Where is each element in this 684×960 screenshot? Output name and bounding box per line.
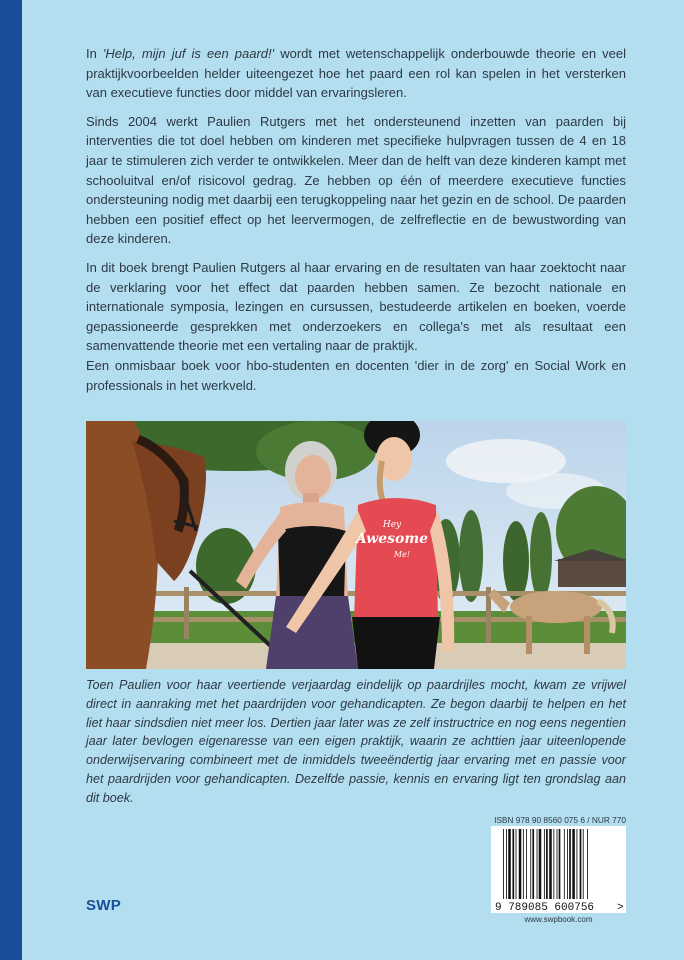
shirt-text-2: Awesome [355, 531, 429, 547]
intro-p1-lead: In [86, 46, 103, 61]
intro-paragraph-2: Sinds 2004 werkt Paulien Rutgers met het ondersteunend inzetten van paarden bij interventies die tot doel hebben om kinderen met specifieke hulpvragen tussen de 4 en 18 jaar te stimuleren zich verder te ontwikkelen. Meer dan de helft van deze kinderen kampt met schooluitval en/of risicovol gedrag. Ze hebben op één of meerdere executieve functies ondersteuning nodig met daarbij een terugkoppeling naar het gezin en de school. De paarden hebben een positief effect op het leervermogen, de zelfreflectie en de bewustwording van deze kinderen. [86, 113, 626, 247]
shirt-text-3: Me! [393, 550, 411, 559]
intro-paragraph-1 [86, 44, 626, 103]
swp-publisher-logo: SWP [86, 897, 122, 914]
barcode-bars [503, 829, 588, 899]
intro-paragraph-3: In dit boek brengt Paulien Rutgers al haar ervaring en de resultaten van haar zoektocht naar de verklaring voor het effect dat paarden hebben samen. Ze bezocht nationale en internationale symposia, lezingen en cursussen, bestudeerde artikelen en boeken, voerde gepassioneerde gesprekken met onderzoekers en collega's met als resultaat een samenvattende theorie met een vertaling naar de praktijk. [86, 259, 626, 354]
cover-photo [86, 421, 626, 669]
photo-caption: Toen Paulien voor haar veertiende verjaardag eindelijk op paardrijles mocht, kwam ze vrijwel direct in aanraking met het paardrijden voor gehandicapten. Ze begon daarbij te helpen en het liet haar sindsdien niet meer los. Dertien jaar later was ze zelf instructrice en nog eens negentien jaar later bevlogen eigenaresse van een eigen praktijk, waarin ze achttien jaar uiteenlopende onderwijservaring combineert met de inmiddels tweeëndertig jaar ervaring met en passie voor het paardrijden voor gehandicapten. Dezelfde passie, kennis en ervaring ligt ten grondslag aan dit boek. [86, 678, 626, 805]
book-spine-edge [0, 0, 22, 960]
intro-p1-rest: wordt met wetenschappelijk onderbouwde theorie en veel praktijkvoorbeelden helder uiteengezet hoe het paard een rol kan spelen in het versterken van executieve functies door middel van ervaringsleren. [86, 46, 626, 101]
isbn-barcode [491, 826, 626, 913]
isbn-line: ISBN 978 90 8560 075 6 / NUR 770 [494, 815, 626, 825]
book-title-inline: 'Help, mijn juf is een paard!' [102, 46, 275, 61]
barcode-digits: 9 789085 600756 [495, 902, 595, 913]
publisher-website: www.swpbook.com [524, 915, 593, 924]
barcode-arrow: > [617, 902, 624, 913]
shirt-text-1: Hey [382, 520, 402, 530]
intro-paragraph-4: Een onmisbaar boek voor hbo-studenten en docenten 'dier in de zorg' en Social Work en professionals in het werkveld. [86, 357, 626, 393]
back-cover-description [86, 44, 626, 404]
